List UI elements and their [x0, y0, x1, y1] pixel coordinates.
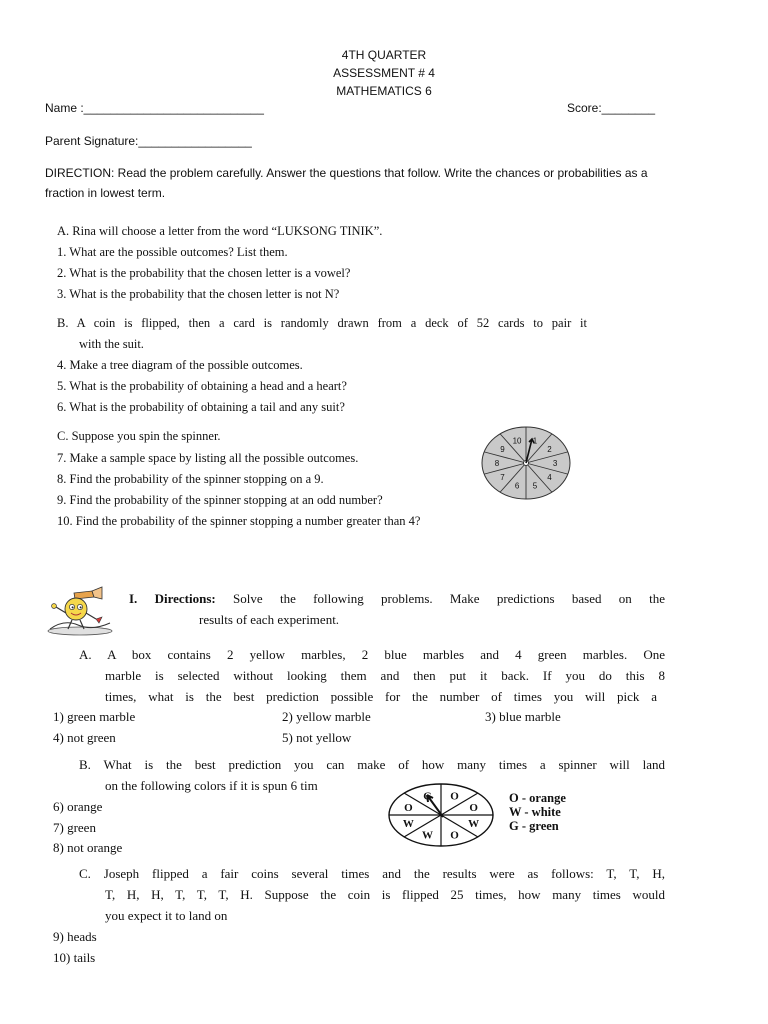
- problem-c-line-1: C. Joseph flipped a fair coins several times and the results were as follows: T, T, H,: [79, 866, 665, 881]
- legend-orange: O - orange: [509, 791, 566, 805]
- legend-white: W - white: [509, 805, 561, 819]
- part-b-intro-line-2: with the suit.: [79, 337, 144, 351]
- problem-b-line-2: on the following colors if it is spun 6 tim: [105, 778, 318, 793]
- number-spinner-label: 7: [500, 472, 505, 482]
- section-one-heading: [129, 591, 665, 607]
- name-field-label: Name :___________________________: [45, 101, 264, 115]
- section-one-heading-line-2: results of each experiment.: [199, 612, 340, 627]
- number-spinner-label: 8: [494, 459, 500, 468]
- number-spinner-label: 9: [500, 445, 505, 455]
- item-8: 8) not orange: [53, 840, 123, 855]
- number-spinner-label: 3: [552, 459, 558, 468]
- legend-green: G - green: [509, 819, 559, 833]
- section-one-heading-bold: I. Directions:: [129, 591, 216, 606]
- header-quarter: 4TH QUARTER: [341, 48, 427, 62]
- color-spinner-label: O: [450, 829, 459, 842]
- problem-a-line-2: marble is selected without looking them and then put it back. If you do this 8: [105, 668, 665, 683]
- color-spinner-label: W: [468, 818, 480, 831]
- score-field-label: Score:________: [567, 101, 656, 115]
- number-spinner-label: 6: [514, 481, 520, 491]
- number-spinner-label: 1: [532, 436, 538, 446]
- item-2: 2) yellow marble: [282, 709, 371, 724]
- item-9: 9) heads: [53, 929, 97, 944]
- problem-a-line-3: times, what is the best prediction possible for the number of times you will pick a: [105, 689, 657, 704]
- direction-line-2: fraction in lowest term.: [45, 186, 166, 200]
- item-10: 10) tails: [53, 950, 96, 965]
- problem-a-line-1: A. A box contains 2 yellow marbles, 2 blue marbles and 4 green marbles. One: [79, 647, 665, 662]
- question-3: 3. What is the probability that the chosen letter is not N?: [57, 287, 340, 301]
- question-1: 1. What are the possible outcomes? List them.: [57, 245, 288, 259]
- section-one-heading-rest: Solve the following problems. Make predictions based on the: [215, 591, 665, 606]
- color-spinner-label: O: [450, 790, 459, 803]
- item-5: 5) not yellow: [282, 730, 352, 745]
- color-spinner-label: G: [423, 790, 432, 803]
- problem-c-line-3: you expect it to land on: [105, 908, 228, 923]
- number-spinner: [480, 425, 572, 501]
- color-spinner-label: O: [404, 801, 413, 814]
- part-b-intro-line-1: B. A coin is flipped, then a card is randomly drawn from a deck of 52 cards to pair it: [57, 316, 587, 330]
- item-3: 3) blue marble: [485, 709, 561, 724]
- header-subject: MATHEMATICS 6: [336, 84, 432, 98]
- color-spinner-label: O: [469, 801, 478, 814]
- item-7: 7) green: [53, 820, 96, 835]
- problem-b-line-1: B. What is the best prediction you can make of how many times a spinner will land: [79, 757, 665, 772]
- question-2: 2. What is the probability that the chosen letter is a vowel?: [57, 266, 351, 280]
- item-6: 6) orange: [53, 799, 103, 814]
- direction-line-1: DIRECTION: Read the problem carefully. Answer the questions that follow. Write the chances or probabilities as a: [45, 166, 648, 180]
- header-assessment: ASSESSMENT # 4: [333, 66, 435, 80]
- problem-c-line-2: T, H, H, T, T, T, H. Suppose the coin is flipped 25 times, how many times would: [105, 887, 665, 902]
- question-6: 6. What is the probability of obtaining a tail and any suit?: [57, 400, 345, 414]
- color-spinner: [386, 782, 496, 848]
- question-8: 8. Find the probability of the spinner stopping on a 9.: [57, 472, 324, 486]
- question-10: 10. Find the probability of the spinner stopping a number greater than 4?: [57, 514, 421, 528]
- parent-signature-label: Parent Signature:_________________: [45, 134, 252, 148]
- number-spinner-label: 2: [547, 445, 552, 455]
- item-4: 4) not green: [53, 730, 116, 745]
- color-spinner-label: W: [421, 829, 433, 842]
- question-5: 5. What is the probability of obtaining a head and a heart?: [57, 379, 347, 393]
- number-spinner-label: 10: [512, 436, 522, 446]
- pencil-mascot-icon: [44, 583, 116, 637]
- part-a-intro: A. Rina will choose a letter from the word “LUKSONG TINIK”.: [57, 224, 383, 238]
- color-spinner-label: W: [402, 818, 414, 831]
- part-c-intro: C. Suppose you spin the spinner.: [57, 429, 221, 443]
- question-9: 9. Find the probability of the spinner stopping at an odd number?: [57, 493, 383, 507]
- number-spinner-label: 4: [547, 472, 552, 482]
- item-1: 1) green marble: [53, 709, 136, 724]
- number-spinner-label: 5: [532, 481, 538, 491]
- question-4: 4. Make a tree diagram of the possible outcomes.: [57, 358, 303, 372]
- question-7: 7. Make a sample space by listing all the possible outcomes.: [57, 451, 359, 465]
